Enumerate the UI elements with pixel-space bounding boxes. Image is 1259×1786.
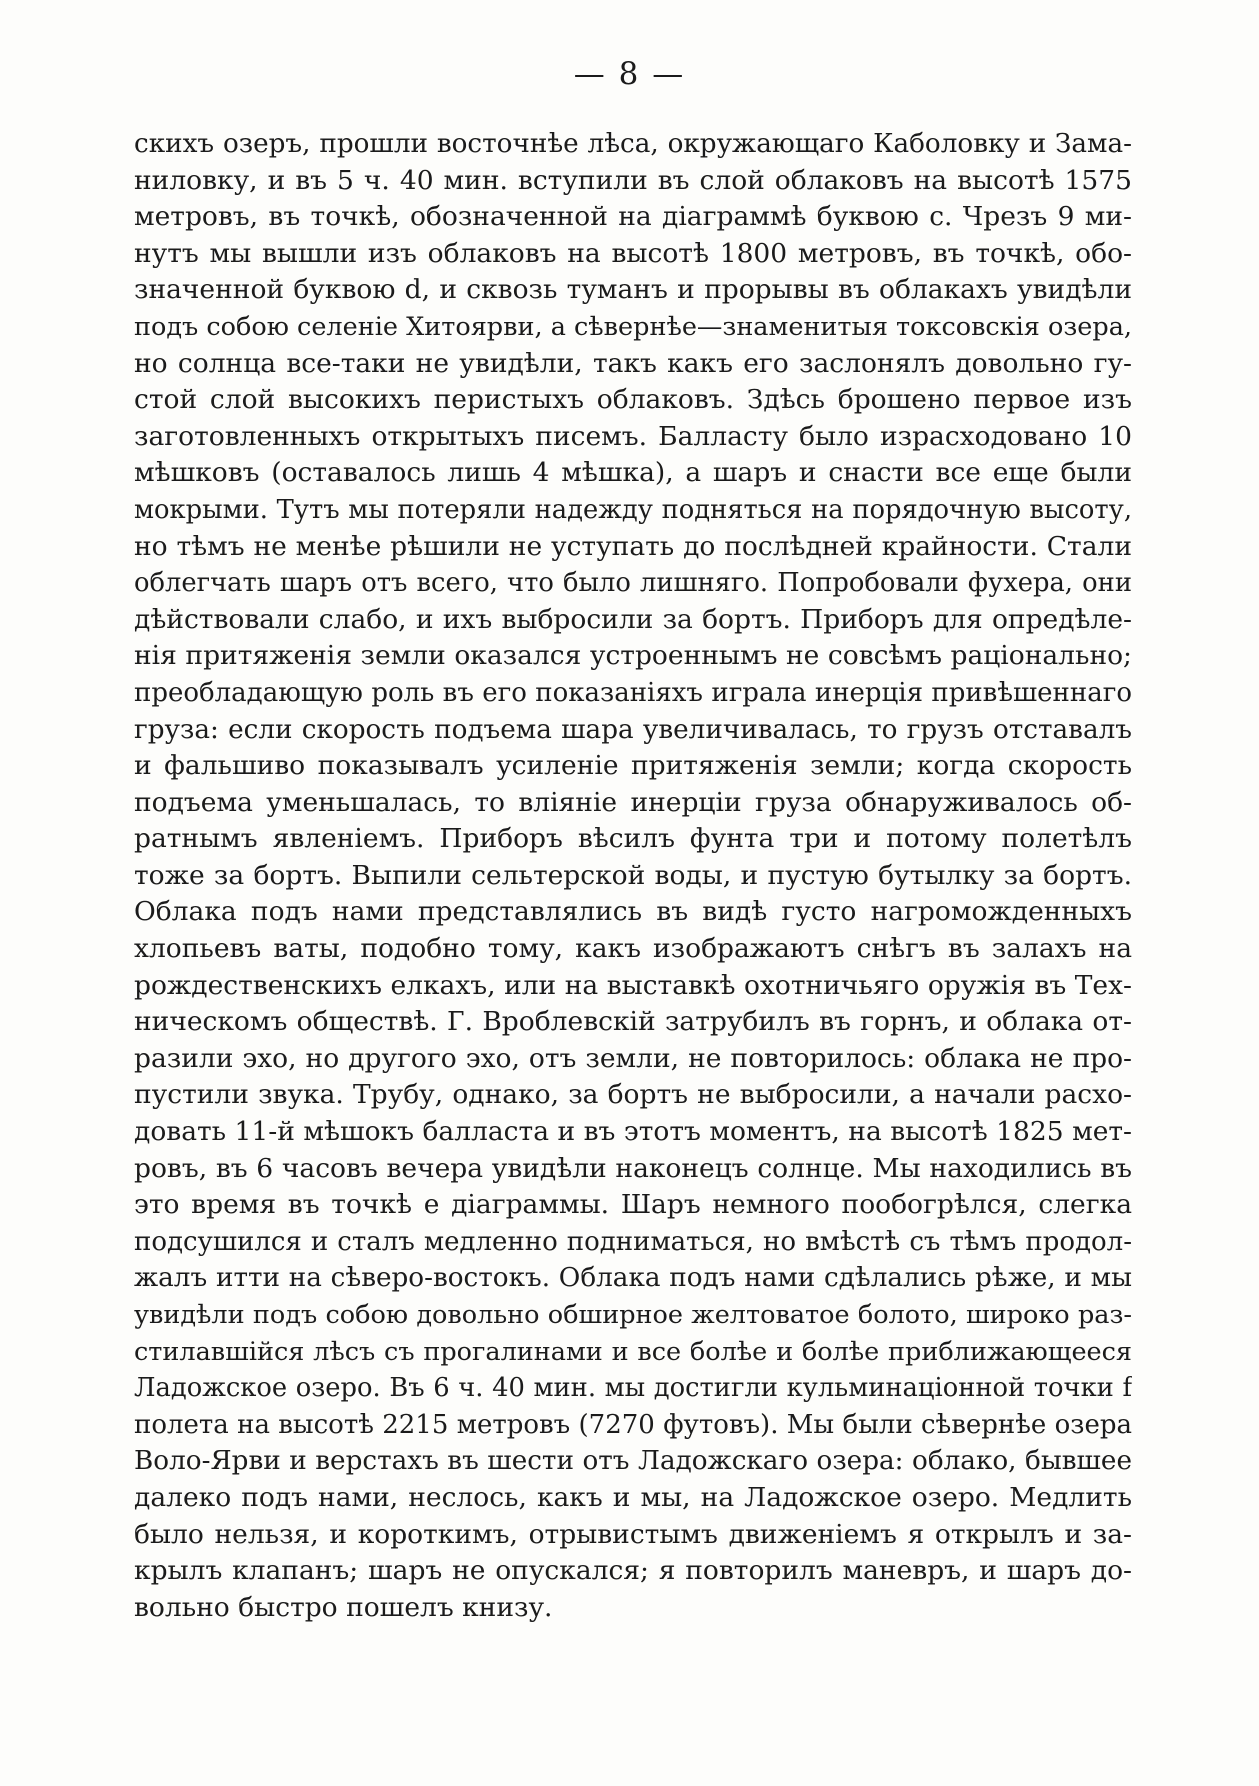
text-line: но тѣмъ не менѣе рѣшили не уступать до послѣдней крайности. Стали: [134, 530, 1132, 562]
text-line: вольно быстро пошелъ книзу.: [134, 1591, 553, 1623]
text-line: крылъ клапанъ; шаръ не опускался; я повторилъ маневръ, и шаръ до-: [134, 1555, 1132, 1587]
text-line: тоже за бортъ. Выпили сельтерской воды, и пустую бутылку за бортъ.: [134, 859, 1132, 891]
text-line: дѣйствовали слабо, и ихъ выбросили за бортъ. Приборъ для опредѣле-: [134, 603, 1132, 635]
text-line: скихъ озеръ, прошли восточнѣе лѣса, окружающаго Каболовку и Зама-: [134, 129, 1132, 159]
text-line: нія притяженія земли оказался устроеннымъ не совсѣмъ раціонально;: [134, 640, 1132, 672]
text-line: заготовленныхъ открытыхъ писемъ. Балласту было израсходовано 10: [134, 420, 1132, 452]
text-line: мокрыми. Тутъ мы потеряли надежду подняться на порядочную высоту,: [134, 494, 1132, 525]
text-line: ниловку, и въ 5 ч. 40 мин. вступили въ слой облаковъ на высотѣ 1575: [134, 164, 1132, 196]
text-line: нутъ мы вышли изъ облаковъ на высотѣ 1800 метровъ, въ точкѣ, обо-: [134, 237, 1132, 269]
text-line: Воло-Ярви и верстахъ въ шести отъ Ладожскаго озера: облако, бывшее: [134, 1446, 1132, 1477]
text-line: было нельзя, и короткимъ, отрывистымъ движеніемъ я открылъ и за-: [134, 1518, 1132, 1550]
text-line: преобладающую роль въ его показаніяхъ играла инерція привѣшеннаго: [134, 677, 1132, 708]
text-line: пустили звука. Трубу, однако, за бортъ не выбросили, а начали расхо-: [134, 1079, 1132, 1111]
text-line: стой слой высокихъ перистыхъ облаковъ. Здѣсь брошено первое изъ: [134, 384, 1132, 416]
text-line: увидѣли подъ собою довольно обширное желтоватое болото, широко раз-: [134, 1300, 1132, 1330]
text-line: мѣшковъ (оставалось лишь 4 мѣшка), а шаръ и снасти все еще были: [134, 457, 1132, 489]
text-line: довать 11-й мѣшокъ балласта и въ этотъ моментъ, на высотѣ 1825 мет-: [134, 1116, 1132, 1148]
text-line: подсушился и сталъ медленно подниматься, но вмѣстѣ съ тѣмъ продол-: [134, 1226, 1132, 1257]
text-line: подъ собою селеніе Хитоярви, а сѣвернѣе—знаменитыя токсовскія озера,: [134, 311, 1132, 342]
text-line: облегчать шаръ отъ всего, что было лишняго. Попробовали фухера, они: [134, 568, 1132, 599]
text-line: далеко подъ нами, неслось, какъ и мы, на Ладожское озеро. Медлить: [134, 1481, 1132, 1513]
text-line: но солнца все-таки не увидѣли, такъ какъ его заслонялъ довольно гу-: [134, 347, 1132, 379]
page-number: — 8 —: [573, 56, 686, 92]
text-line: ратнымъ явленіемъ. Приборъ вѣсилъ фунта три и потому полетѣлъ: [134, 823, 1132, 855]
text-line: значенной буквою d, и сквозь туманъ и прорывы въ облакахъ увидѣли: [134, 274, 1132, 306]
text-line: Ладожское озеро. Въ 6 ч. 40 мин. мы достигли кульминаціонной точки f: [134, 1373, 1132, 1404]
text-line: полета на высотѣ 2215 метровъ (7270 футовъ). Мы были сѣвернѣе озера: [134, 1409, 1132, 1440]
text-line: стилавшійся лѣсъ съ прогалинами и все болѣе и болѣе приближающееся: [134, 1336, 1132, 1367]
text-line: рождественскихъ елкахъ, или на выставкѣ охотничьяго оружія въ Тех-: [134, 969, 1132, 1001]
text-line: метровъ, въ точкѣ, обозначенной на діаграммѣ буквою c. Чрезъ 9 ми-: [134, 201, 1132, 233]
text-line: ническомъ обществѣ. Г. Вроблевскій затрубилъ въ горнъ, и облака от-: [134, 1006, 1132, 1038]
text-line: жалъ итти на сѣверо-востокъ. Облака подъ нами сдѣлались рѣже, и мы: [134, 1263, 1132, 1294]
text-line: это время въ точкѣ e діаграммы. Шаръ немного пообогрѣлся, слегка: [134, 1189, 1132, 1221]
body-text: [134, 126, 1132, 1626]
text-line: Облака подъ нами представлялись въ видѣ густо нагроможденныхъ: [134, 896, 1132, 928]
text-line: груза: если скорость подъема шара увеличивалась, то грузъ отставалъ: [134, 714, 1132, 745]
text-line: подъема уменьшалась, то вліяніе инерціи груза обнаруживалось об-: [134, 786, 1132, 818]
text-line: ровъ, въ 6 часовъ вечера увидѣли наконецъ солнце. Мы находились въ: [134, 1152, 1132, 1184]
text-line: хлопьевъ ваты, подобно тому, какъ изображаютъ снѣгъ въ залахъ на: [134, 933, 1132, 965]
text-line: и фальшиво показывалъ усиленіе притяженія земли; когда скорость: [134, 750, 1132, 782]
text-line: разили эхо, но другого эхо, отъ земли, не повторилось: облака не про-: [134, 1042, 1132, 1074]
